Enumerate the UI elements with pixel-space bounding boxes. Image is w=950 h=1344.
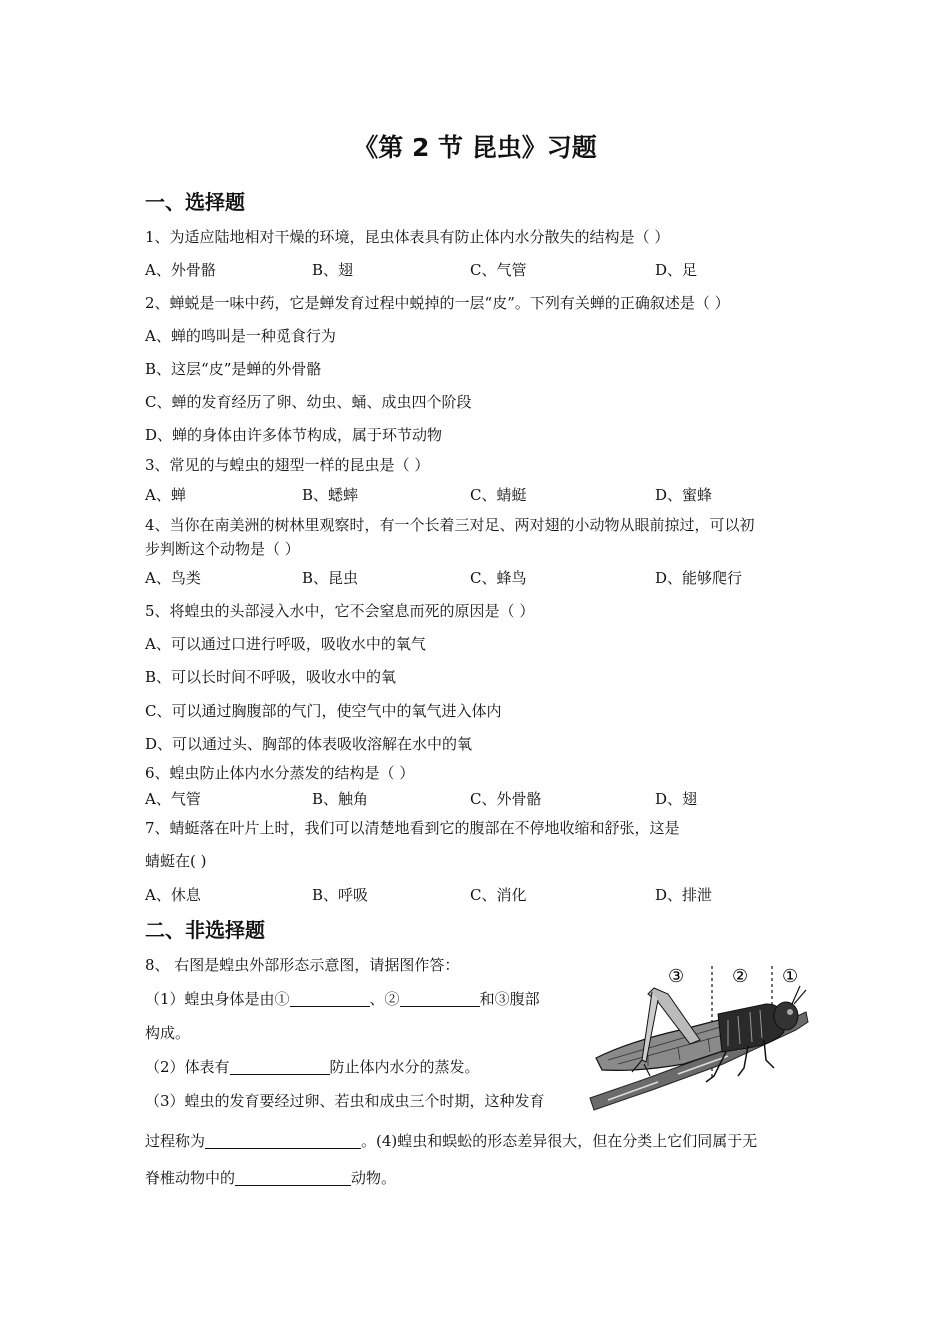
question-1-option-d: D、足 bbox=[655, 261, 698, 279]
question-5-option-a: A、可以通过口进行呼吸，吸收水中的氧气 bbox=[145, 635, 426, 653]
question-7-options bbox=[145, 884, 845, 906]
question-3-option-a: A、蝉 bbox=[145, 486, 186, 504]
question-3-option-c: C、蜻蜓 bbox=[470, 486, 527, 504]
grasshopper-illustration bbox=[588, 960, 810, 1112]
question-6-option-b: B、触角 bbox=[312, 790, 369, 808]
blank-2[interactable] bbox=[400, 990, 480, 1007]
part2-text-a: （2）体表有 bbox=[145, 1058, 230, 1076]
question-4-option-b: B、昆虫 bbox=[302, 569, 359, 587]
question-3-option-b: B、蟋蟀 bbox=[302, 486, 359, 504]
section-choice-heading: 一、选择题 bbox=[145, 190, 245, 214]
part2-text-b: 防止体内水分的蒸发。 bbox=[329, 1058, 480, 1076]
question-8-part2 bbox=[145, 1056, 480, 1077]
question-6-options bbox=[145, 788, 845, 810]
question-1-option-a: A、外骨骼 bbox=[145, 261, 216, 279]
blank-1[interactable] bbox=[290, 990, 370, 1007]
question-3-stem: 3、常见的与蝗虫的翅型一样的昆虫是（ ） bbox=[145, 456, 430, 474]
question-7-option-b: B、呼吸 bbox=[312, 886, 369, 904]
part1-text-a: （1）蝗虫身体是由① bbox=[145, 990, 290, 1008]
question-2-option-a: A、蝉的鸣叫是一种觅食行为 bbox=[145, 327, 336, 345]
question-7-option-c: C、消化 bbox=[470, 886, 527, 904]
question-7-stem-line1: 7、蜻蜓落在叶片上时，我们可以清楚地看到它的腹部在不停地收缩和舒张，这是 bbox=[145, 819, 680, 837]
question-6-option-d: D、翅 bbox=[655, 790, 698, 808]
question-4-option-c: C、蜂鸟 bbox=[470, 569, 527, 587]
question-4-stem-line1: 4、当你在南美洲的树林里观察时，有一个长着三对足、两对翅的小动物从眼前掠过，可以初 bbox=[145, 516, 755, 534]
part3-text-d: 脊椎动物中的 bbox=[145, 1169, 236, 1187]
question-7-stem-line2: 蜻蜓在( ) bbox=[145, 852, 207, 870]
question-2-option-d: D、蝉的身体由许多体节构成，属于环节动物 bbox=[145, 426, 443, 444]
question-1-stem: 1、为适应陆地相对干燥的环境，昆虫体表具有防止体内水分散失的结构是（ ） bbox=[145, 228, 670, 246]
blank-3[interactable] bbox=[230, 1058, 330, 1075]
question-8-part3-line2 bbox=[145, 1130, 757, 1151]
grasshopper-figure bbox=[588, 960, 810, 1112]
question-1-option-b: B、翅 bbox=[312, 261, 354, 279]
part1-text-b: 、② bbox=[369, 990, 400, 1008]
question-2-option-b: B、这层“皮”是蝉的外骨骼 bbox=[145, 360, 322, 378]
question-8-part3-line1: （3）蝗虫的发育要经过卵、若虫和成虫三个时期，这种发育 bbox=[145, 1092, 545, 1110]
question-6-stem: 6、蝗虫防止体内水分蒸发的结构是（ ） bbox=[145, 764, 415, 782]
question-6-option-a: A、气管 bbox=[145, 790, 201, 808]
question-8-part1 bbox=[145, 988, 540, 1009]
part3-text-c: 。(4)蝗虫和蜈蚣的形态差异很大，但在分类上它们同属于无 bbox=[361, 1132, 758, 1150]
question-8-part3-line3 bbox=[145, 1167, 396, 1188]
blank-4[interactable] bbox=[205, 1132, 361, 1149]
question-6-option-c: C、外骨骼 bbox=[470, 790, 542, 808]
question-5-option-d: D、可以通过头、胸部的体表吸收溶解在水中的氧 bbox=[145, 735, 473, 753]
page-title: 《第 2 节 昆虫》习题 bbox=[353, 133, 597, 162]
question-1-options bbox=[145, 259, 845, 281]
question-8-part1-end: 构成。 bbox=[145, 1024, 191, 1042]
question-7-option-a: A、休息 bbox=[145, 886, 201, 904]
question-5-option-b: B、可以长时间不呼吸，吸收水中的氧 bbox=[145, 668, 397, 686]
part3-text-b: 过程称为 bbox=[145, 1132, 206, 1150]
figure-label-3: ③ bbox=[668, 966, 685, 987]
figure-label-2: ② bbox=[732, 966, 749, 987]
question-5-stem: 5、将蝗虫的头部浸入水中，它不会窒息而死的原因是（ ） bbox=[145, 602, 535, 620]
section-nonchoice-heading: 二、非选择题 bbox=[145, 918, 265, 942]
question-4-options bbox=[145, 567, 845, 589]
question-2-stem: 2、蝉蜕是一味中药，它是蝉发育过程中蜕掉的一层“皮”。下列有关蝉的正确叙述是（ ） bbox=[145, 294, 730, 312]
question-3-options bbox=[145, 484, 845, 506]
question-4-option-d: D、能够爬行 bbox=[655, 569, 743, 587]
blank-5[interactable] bbox=[235, 1169, 351, 1186]
part1-text-c: 和③腹部 bbox=[479, 990, 540, 1008]
question-4-option-a: A、鸟类 bbox=[145, 569, 201, 587]
question-7-option-d: D、排泄 bbox=[655, 886, 713, 904]
question-2-option-c: C、蝉的发育经历了卵、幼虫、蛹、成虫四个阶段 bbox=[145, 393, 472, 411]
question-8-intro: 8、 右图是蝗虫外部形态示意图，请据图作答： bbox=[145, 956, 460, 974]
question-1-option-c: C、气管 bbox=[470, 261, 527, 279]
question-4-stem-line2: 步判断这个动物是（ ） bbox=[145, 540, 300, 558]
part3-text-e: 动物。 bbox=[351, 1169, 397, 1187]
question-5-option-c: C、可以通过胸腹部的气门，使空气中的氧气进入体内 bbox=[145, 702, 502, 720]
question-3-option-d: D、蜜蜂 bbox=[655, 486, 713, 504]
figure-label-1: ① bbox=[782, 966, 799, 987]
